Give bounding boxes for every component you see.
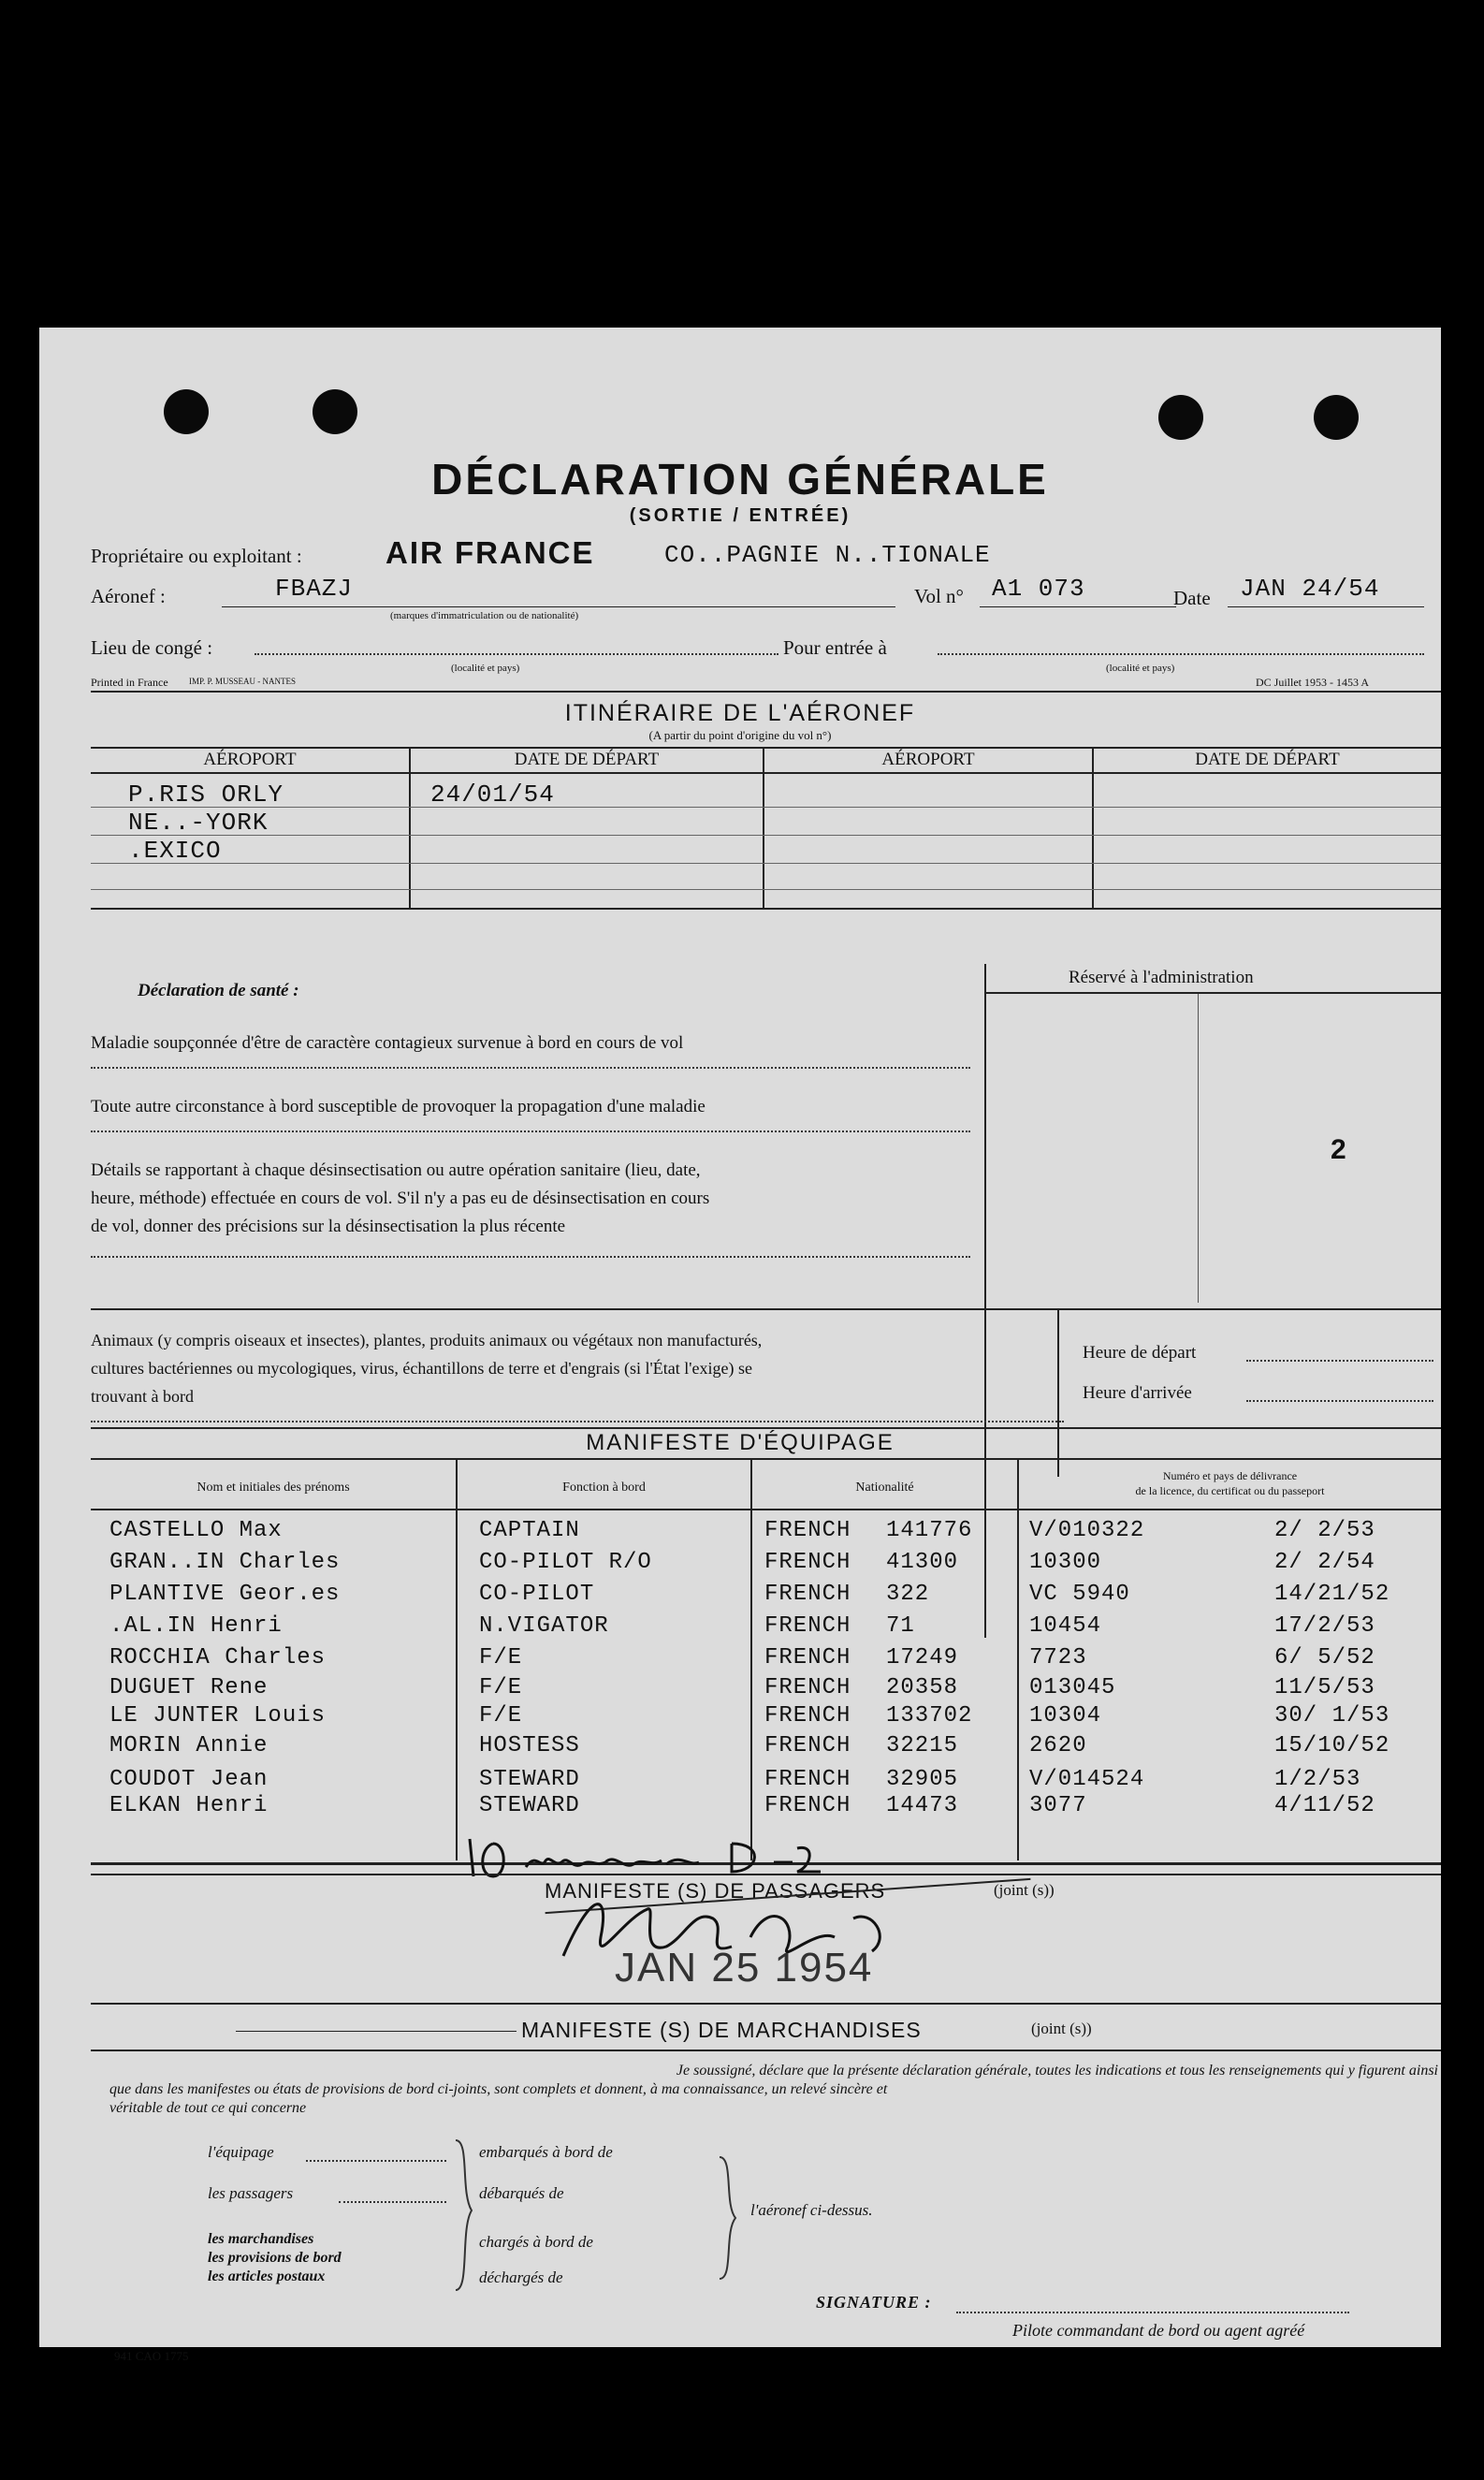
itinerary-date-1: 24/01/54 xyxy=(430,780,555,809)
attestation-line-2: que dans les manifestes ou états de provisions de bord ci-joints, sont complets et donnent, à ma connaissance, un relevé sincère et xyxy=(109,2081,888,2097)
crew-number: 20358 xyxy=(886,1675,959,1700)
goods-joint: (joint (s)) xyxy=(1031,2020,1092,2037)
row-line xyxy=(91,863,1441,864)
animals-text-a: Animaux (y compris oiseaux et insectes), plantes, produits animaux ou végétaux non manufacturés, xyxy=(91,1331,763,1349)
crew-number: 32905 xyxy=(886,1767,959,1792)
signature-line xyxy=(956,2312,1349,2313)
goods-item: les marchandises xyxy=(208,2231,314,2247)
itinerary-subtitle: (A partir du point d'origine du vol n°) xyxy=(648,728,832,742)
animals-text-b: cultures bactériennes ou mycologiques, virus, échantillons de terre et d'engrais (si l'État l'exige) se xyxy=(91,1359,753,1378)
rule-line xyxy=(236,2031,516,2032)
health-question-2: Toute autre circonstance à bord susceptible de provoquer la propagation d'une maladie xyxy=(91,1097,706,1116)
divider xyxy=(91,691,1441,693)
departure-column-header: DATE DE DÉPART xyxy=(514,750,660,769)
crew-license-date: 14/21/52 xyxy=(1274,1582,1390,1607)
signature-label: SIGNATURE : xyxy=(816,2293,932,2312)
column-divider xyxy=(750,1458,752,1860)
crew-license-date: 15/10/52 xyxy=(1274,1733,1390,1758)
crew-function: N.VIGATOR xyxy=(479,1613,609,1639)
crew-license-header-a: Numéro et pays de délivrance xyxy=(1162,1469,1298,1482)
crew-name: MORIN Annie xyxy=(109,1733,269,1758)
arrival-time-label: Heure d'arrivée xyxy=(1083,1383,1192,1403)
crew-function: F/E xyxy=(479,1675,523,1700)
crew-number: 133702 xyxy=(886,1703,973,1729)
crew-license: VC 5940 xyxy=(1029,1582,1130,1607)
crew-name: COUDOT Jean xyxy=(109,1767,269,1792)
row-line xyxy=(91,889,1441,890)
flight-label: Vol n° xyxy=(914,585,964,607)
crew-function: STEWARD xyxy=(479,1767,580,1792)
owner-value: AIR FRANCE xyxy=(386,535,595,570)
divider xyxy=(91,1509,1441,1510)
divider xyxy=(91,2003,1441,2005)
health-question-3a: Détails se rapportant à chaque désinsectisation ou autre opération sanitaire (lieu, date, xyxy=(91,1160,701,1180)
animals-text-c: trouvant à bord xyxy=(91,1387,194,1406)
crew-license-date: 11/5/53 xyxy=(1274,1675,1375,1700)
crew-license: 7723 xyxy=(1029,1645,1087,1670)
clearance-hint: (localité et pays) xyxy=(451,663,520,674)
document-page xyxy=(39,328,1441,2363)
crew-function: F/E xyxy=(479,1645,523,1670)
aircraft-underline xyxy=(222,606,895,607)
dotted-line xyxy=(339,2201,446,2203)
itinerary-airport-2: NE..-YORK xyxy=(128,809,269,837)
crew-nationality: FRENCH xyxy=(764,1613,851,1639)
crew-number: 14473 xyxy=(886,1793,959,1818)
brace-right xyxy=(715,2152,743,2283)
health-question-3c: de vol, donner des précisions sur la désinsectisation la plus récente xyxy=(91,1217,566,1236)
crew-number: 71 xyxy=(886,1613,915,1639)
printer-label: Printed in France xyxy=(91,676,168,689)
crew-name: ELKAN Henri xyxy=(109,1793,269,1818)
row-line xyxy=(91,835,1441,836)
crew-nationality: FRENCH xyxy=(764,1582,851,1607)
form-code: 941 CAO 1775 xyxy=(114,2349,189,2363)
attestation-line-1: Je soussigné, déclare que la présente déclaration générale, toutes les indications et tous les renseignements qui y figurent ainsi xyxy=(676,2063,1438,2079)
printer-imprint: IMP. P. MUSSEAU - NANTES xyxy=(189,677,297,686)
crew-number: 32215 xyxy=(886,1733,959,1758)
health-question-3b: heure, méthode) effectuée en cours de vol. S'il n'y a pas eu de désinsectisation en cours xyxy=(91,1189,710,1208)
admin-divider xyxy=(984,992,1441,994)
form-reference: DC Juillet 1953 - 1453 A xyxy=(1256,676,1370,689)
crew-name: .AL.IN Henri xyxy=(109,1613,283,1639)
answer-line xyxy=(91,1067,970,1069)
crew-name: PLANTIVE Geor.es xyxy=(109,1582,341,1607)
crew-nationality: FRENCH xyxy=(764,1733,851,1758)
divider xyxy=(91,1874,1441,1875)
crew-item: l'équipage xyxy=(208,2143,274,2161)
form-subtitle: (SORTIE / ENTRÉE) xyxy=(629,505,851,526)
passengers-action: débarqués de xyxy=(479,2184,564,2202)
departure-column-header-2: DATE DE DÉPART xyxy=(1195,750,1340,769)
handwritten-note-drawing xyxy=(451,1825,938,1881)
row-line xyxy=(91,807,1441,808)
passengers-joint: (joint (s)) xyxy=(994,1881,1055,1899)
crew-nationality: FRENCH xyxy=(764,1645,851,1670)
airport-column-header: AÉROPORT xyxy=(203,750,297,769)
punch-hole xyxy=(164,389,209,434)
crew-license: V/010322 xyxy=(1029,1518,1145,1543)
answer-line xyxy=(91,1256,970,1258)
crew-number: 17249 xyxy=(886,1645,959,1670)
entry-hint: (localité et pays) xyxy=(1106,663,1175,674)
punch-hole xyxy=(1158,395,1203,440)
departure-time-line xyxy=(1246,1360,1433,1362)
passengers-title: MANIFESTE (S) DE PASSAGERS xyxy=(545,1879,886,1903)
divider xyxy=(91,1458,1441,1460)
crew-license-header-b: de la licence, du certificat ou du passeport xyxy=(1135,1484,1325,1497)
crew-name: DUGUET Rene xyxy=(109,1675,269,1700)
crew-license-date: 2/ 2/54 xyxy=(1274,1550,1375,1575)
crew-function: CO-PILOT R/O xyxy=(479,1550,652,1575)
crew-name-header: Nom et initiales des prénoms xyxy=(196,1481,350,1495)
goods-action: chargés à bord de xyxy=(479,2233,593,2251)
crew-license-date: 1/2/53 xyxy=(1274,1767,1361,1792)
owner-value-typed: CO..PAGNIE N..TIONALE xyxy=(664,541,991,569)
crew-function: F/E xyxy=(479,1703,523,1729)
crew-number: 41300 xyxy=(886,1550,959,1575)
dotted-line xyxy=(306,2160,446,2162)
departure-time-label: Heure de départ xyxy=(1083,1343,1197,1363)
column-divider xyxy=(763,747,764,908)
crew-license-date: 6/ 5/52 xyxy=(1274,1645,1375,1670)
aircraft-value: FBAZJ xyxy=(275,575,354,603)
crew-nationality: FRENCH xyxy=(764,1703,851,1729)
column-divider xyxy=(1017,1458,1019,1860)
crew-number: 141776 xyxy=(886,1518,973,1543)
attestation-line-3: véritable de tout ce qui concerne xyxy=(109,2100,307,2116)
flight-underline xyxy=(980,606,1176,607)
crew-function-header: Fonction à bord xyxy=(562,1481,646,1495)
crew-license: 013045 xyxy=(1029,1675,1116,1700)
admin-inner-divider xyxy=(1198,994,1199,1303)
divider xyxy=(91,908,1441,910)
crew-name: CASTELLO Max xyxy=(109,1518,283,1543)
clearance-dotted-line xyxy=(255,653,778,655)
answer-line xyxy=(91,1131,970,1132)
form-title: DÉCLARATION GÉNÉRALE xyxy=(431,455,1049,503)
crew-function: CAPTAIN xyxy=(479,1518,580,1543)
health-title: Déclaration de santé : xyxy=(138,981,299,1000)
goods-action-2: déchargés de xyxy=(479,2268,563,2286)
crew-license: 3077 xyxy=(1029,1793,1087,1818)
crew-license-date: 2/ 2/53 xyxy=(1274,1518,1375,1543)
column-divider xyxy=(456,1458,458,1860)
clearance-label: Lieu de congé : xyxy=(91,636,213,659)
divider xyxy=(91,772,1441,774)
crew-name: ROCCHIA Charles xyxy=(109,1645,327,1670)
crew-license: 10454 xyxy=(1029,1613,1102,1639)
signer-role: Pilote commandant de bord ou agent agréé xyxy=(1012,2321,1305,2340)
crew-license: 2620 xyxy=(1029,1733,1087,1758)
admin-title: Réservé à l'administration xyxy=(1069,968,1254,987)
passengers-item: les passagers xyxy=(208,2184,294,2202)
postal-item: les articles postaux xyxy=(208,2268,326,2284)
provisions-item: les provisions de bord xyxy=(208,2250,342,2266)
crew-nationality: FRENCH xyxy=(764,1675,851,1700)
goods-title: MANIFESTE (S) DE MARCHANDISES xyxy=(521,2018,922,2042)
crew-name: GRAN..IN Charles xyxy=(109,1550,341,1575)
crew-title: MANIFESTE D'ÉQUIPAGE xyxy=(586,1430,895,1455)
crew-function: STEWARD xyxy=(479,1793,580,1818)
crew-nationality: FRENCH xyxy=(764,1793,851,1818)
crew-number: 322 xyxy=(886,1582,930,1607)
admin-box-border xyxy=(984,964,986,1638)
aircraft-reference: l'aéronef ci-dessus. xyxy=(750,2201,873,2219)
airport-column-header-2: AÉROPORT xyxy=(881,750,975,769)
crew-nationality: FRENCH xyxy=(764,1518,851,1543)
itinerary-airport-1: P.RIS ORLY xyxy=(128,780,284,809)
date-underline xyxy=(1228,606,1424,607)
entry-label: Pour entrée à xyxy=(783,636,887,659)
owner-label: Propriétaire ou exploitant : xyxy=(91,545,302,567)
crew-license-date: 30/ 1/53 xyxy=(1274,1703,1390,1729)
admin-number: 2 xyxy=(1331,1134,1346,1165)
column-divider xyxy=(409,747,411,908)
crew-nationality: FRENCH xyxy=(764,1767,851,1792)
arrival-time-line xyxy=(1246,1400,1433,1402)
date-label: Date xyxy=(1173,587,1211,609)
aircraft-label: Aéronef : xyxy=(91,585,166,607)
punch-hole xyxy=(1314,395,1359,440)
divider xyxy=(91,1427,1441,1429)
column-divider xyxy=(1092,747,1094,908)
itinerary-title: ITINÉRAIRE DE L'AÉRONEF xyxy=(564,700,916,726)
crew-name: LE JUNTER Louis xyxy=(109,1703,327,1729)
divider xyxy=(91,2050,1441,2051)
crew-license: V/014524 xyxy=(1029,1767,1145,1792)
crew-license: 10304 xyxy=(1029,1703,1102,1729)
crew-license-date: 17/2/53 xyxy=(1274,1613,1375,1639)
crew-license: 10300 xyxy=(1029,1550,1102,1575)
crew-license-date: 4/11/52 xyxy=(1274,1793,1375,1818)
crew-nationality-header: Nationalité xyxy=(855,1481,914,1495)
divider xyxy=(91,1308,1441,1310)
punch-hole xyxy=(313,389,357,434)
crew-nationality: FRENCH xyxy=(764,1550,851,1575)
date-value: JAN 24/54 xyxy=(1240,575,1380,603)
flight-value: A1 073 xyxy=(992,575,1085,603)
entry-dotted-line xyxy=(938,653,1424,655)
crew-function: HOSTESS xyxy=(479,1733,580,1758)
answer-line xyxy=(91,1421,1064,1422)
aircraft-hint: (marques d'immatriculation ou de nationalité) xyxy=(390,610,579,621)
divider xyxy=(91,747,1441,749)
itinerary-airport-3: .EXICO xyxy=(128,837,222,865)
health-question-1: Maladie soupçonnée d'être de caractère contagieux survenue à bord en cours de vol xyxy=(91,1033,684,1053)
crew-function: CO-PILOT xyxy=(479,1582,595,1607)
crew-action: embarqués à bord de xyxy=(479,2143,613,2161)
brace-left xyxy=(451,2136,479,2295)
date-stamp: JAN 25 1954 xyxy=(615,1945,874,1991)
